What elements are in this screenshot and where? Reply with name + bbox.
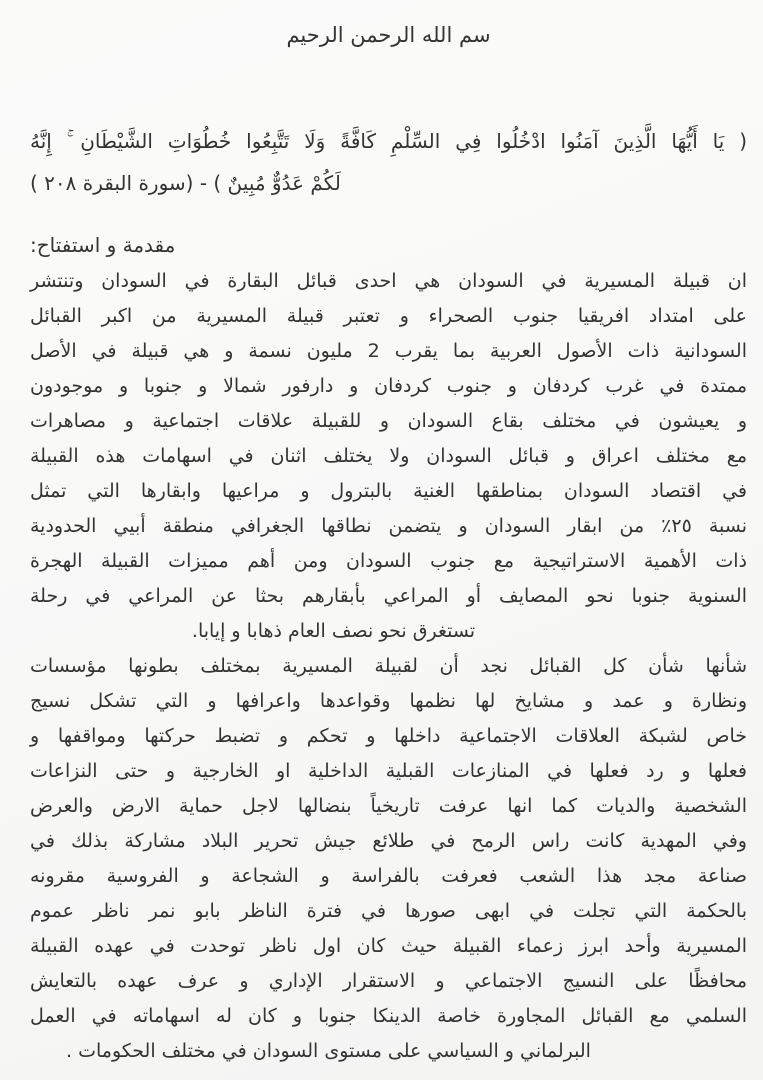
paragraph-line: السودانية ذات الأصول العربية بما يقرب 2 مليون نسمة و هي قبيلة في الأصل [30,340,747,362]
paragraph-line: و يعيشون في مختلف بقاع السودان و للقبيلة علاقات اجتماعية و مصاهرات [30,410,747,432]
paragraph-line: على امتداد افريقيا جنوب الصحراء و تعتبر قبيلة المسيرية من اكبر القبائل [30,305,747,327]
quran-verse-line-1: ( يَا أَيُّهَا الَّذِينَ آمَنُوا ادْخُلُوا فِي السِّلْمِ كَافَّةً وَلَا تَتَّبِعُوا خُطُوَاتِ الشَّيْطَانِ ۚ إِنَّهُ [30,129,747,153]
paragraph-line: مع مختلف اعراق و قبائل السودان ولا يختلف اثنان في اسهامات هذه القبيلة [30,445,747,467]
paragraph-line: نسبة ٢٥٪ من ابقار السودان و يتضمن نطاقها الجغرافي منطقة أبيي الحدودية [30,515,747,537]
paragraph-line: فعلها و رد فعلها في المنازعات القبلية الداخلية او الخارجية و حتى النزاعات [30,760,747,782]
paragraph-line: تستغرق نحو نصف العام ذهابا و إيابا. [191,620,476,642]
paragraph-line: ان قبيلة المسيرية في السودان هي احدى قبائل البقارة في السودان وتنتشر [30,270,747,292]
section-heading: مقدمة و استفتاح: [30,233,176,257]
basmala-line: سم الله الرحمن الرحيم [286,23,491,47]
paragraph-line: في اقتصاد السودان بمناطقها الغنية بالبترول و مراعيها وابقارها التي تمثل [30,480,747,502]
paragraph-line: وفي المهدية كانت راس الرمح في طلائع جيش تحرير البلاد مشاركة بذلك في [30,830,747,852]
paragraph-line: السنوية جنوبا نحو المصايف أو المراعي بأبقارهم بحثا عن المراعي في رحلة [30,585,747,607]
paragraph-line: الشخصية والديات كما انها عرفت تاريخياً بنضالها لاجل حماية الارض والعرض [30,795,747,817]
paragraph-line: البرلماني و السياسي على مستوى السودان في مختلف الحكومات . [66,1040,591,1062]
paragraph-line: بالحكمة التي تجلت في ابهى صورها في فترة الناظر بابو نمر ناظر عموم [30,900,747,922]
paragraph-line: شأنها شأن كل القبائل نجد أن لقبيلة المسيرية بمختلف بطونها مؤسسات [30,655,747,677]
paragraph-line: المسيرية وأحد ابرز زعماء القبيلة حيث كان اول ناظر توحدت في عهده القبيلة [30,935,747,957]
quran-verse-line-2: لَكُمْ عَدُوٌّ مُبِينٌ ) - (سورة البقرة ٢٠٨ ) [30,171,341,195]
paragraph-line: محافظًا على النسيج الاجتماعي و الاستقرار الإداري و عرف عهده بالتعايش [30,970,747,992]
quran-verse [30,120,747,204]
paragraph-line: ونظارة و عمد و مشايخ لها نظمها وقواعدها واعرافها و التي تشكل نسيج [30,690,747,712]
paragraph-line: ممتدة في غرب كردفان و جنوب كردفان و دارفور شمالا و جنوبا و موجودون [30,375,747,397]
paragraph-line: صناعة مجد هذا الشعب فعرفت بالفراسة و الشجاعة و الفروسية مقرونه [30,865,747,887]
paragraph-line: السلمي مع القبائل المجاورة خاصة الدينكا جنوبا و كان له اسهاماته في العمل [30,1005,747,1027]
paragraph-line: ذات الأهمية الاستراتيجية مع جنوب السودان ومن أهم مميزات القبيلة الهجرة [30,550,747,572]
paragraph-line: خاص لشبكة العلاقات الاجتماعية داخلها و تحكم و تضبط حركتها ومواقفها و [30,725,747,747]
body-paragraphs [30,264,747,1069]
